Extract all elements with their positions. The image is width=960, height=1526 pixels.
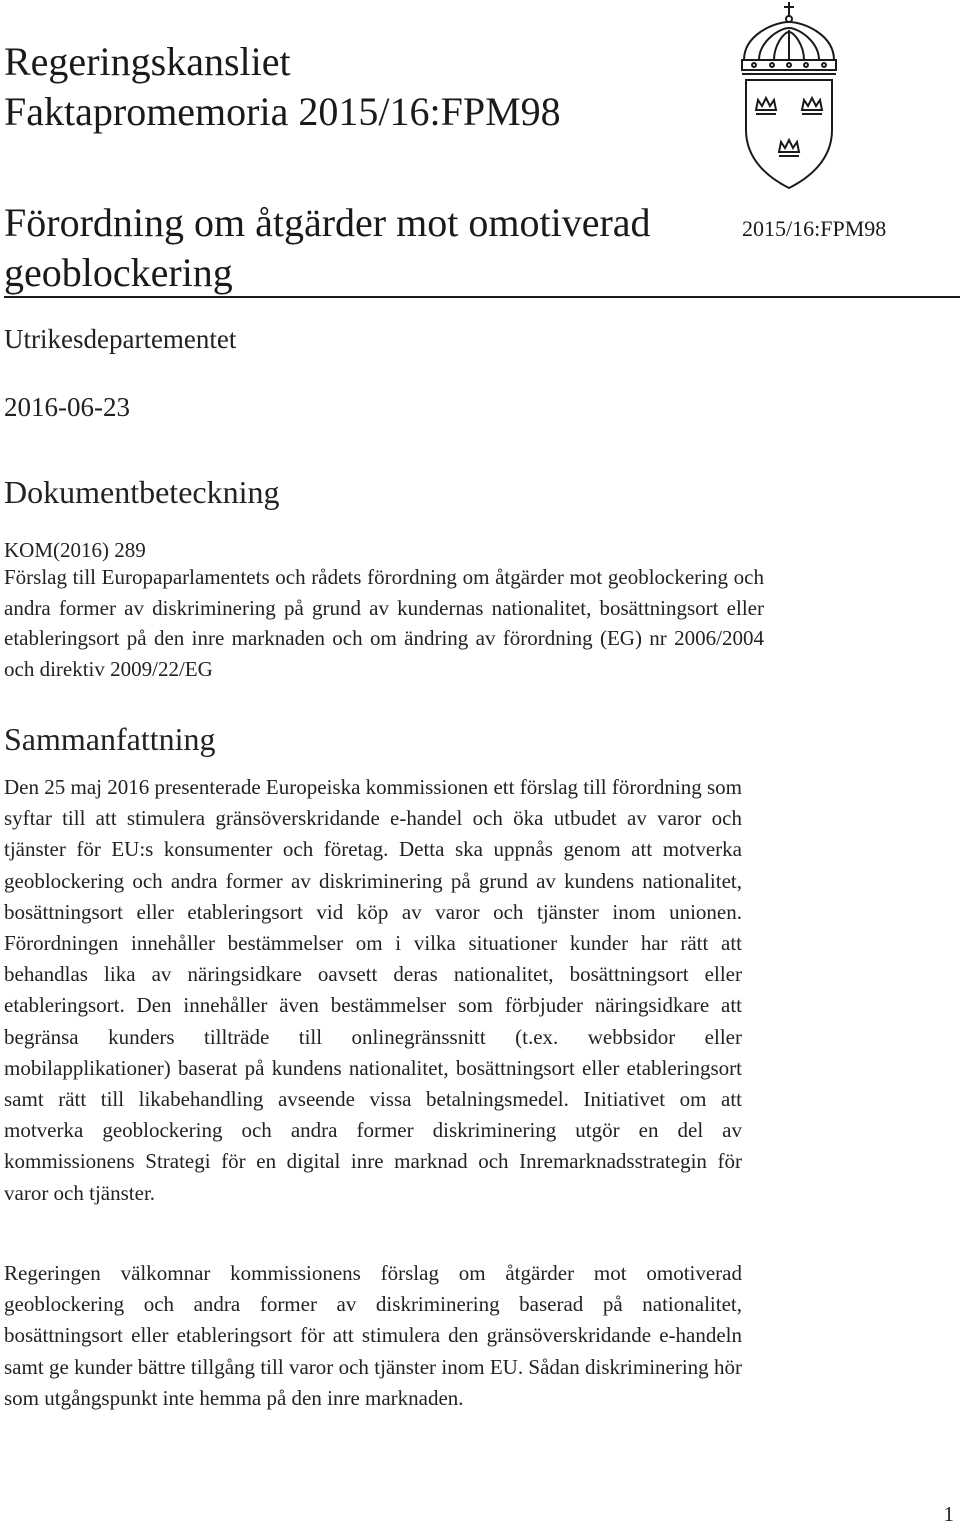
department: Utrikesdepartementet xyxy=(4,324,237,354)
organization-name: Regeringskansliet xyxy=(4,39,291,84)
summary-heading: Sammanfattning xyxy=(4,721,216,757)
summary-paragraph: Regeringen välkomnar kommissionens förslag om åtgärder mot omotiverad geoblockering och andra former av diskriminering baserad på nationalitet, bosättningsort eller etableringsort för att stimulera den gränsöverskridande e-handeln samt ge kunder bättre tillgång till varor och tjänster inom EU. Sådan diskriminering hör som utgångspunkt inte hemma på den inre marknaden. xyxy=(4,1261,742,1410)
designation-reference: KOM(2016) 289 xyxy=(4,538,146,562)
title-divider xyxy=(4,296,960,298)
document-number-heading: Faktapromemoria 2015/16:FPM98 xyxy=(4,89,561,134)
summary-paragraph: Den 25 maj 2016 presenterade Europeiska kommissionen ett förslag till förordning som syftar till att stimulera gränsöverskridande e-handel och öka utbudet av varor och tjänster för EU:s konsumenter och företag. Detta ska uppnås genom att motverka geoblockering och andra former av diskriminering på grund av kundens nationalitet, bosättningsort eller etableringsort vid köp av varor och tjänster inom unionen. Förordningen innehåller bestämmelser om i vilka situationer kunder har rätt att behandlas lika av näringsidkare oavsett deras nationalitet, bosättningsort eller etableringsort. Den innehåller även bestämmelser som förbjuder näringsidkare att begränsa kunders tillträde till onlinegränssnitt (t.ex. webbsidor eller mobilapplikationer) baserat på kundens nationalitet, bosättningsort eller etableringsort samt rätt till likabehandling avseende vissa betalningsmedel. Initiativet om att motverka geoblockering och andra former diskriminering utgör en del av kommissionens Strategi för en digital inre marknad och Inremarknadsstrategin för varor och tjänster. xyxy=(4,775,742,1205)
document-title: Förordning om åtgärder mot omotiverad geoblockering xyxy=(4,200,651,295)
swedish-coat-of-arms-icon xyxy=(734,0,844,192)
designation-heading: Dokumentbeteckning xyxy=(4,474,280,510)
designation-description: Förslag till Europaparlamentets och rådets förordning om åtgärder mot geoblockering och andra former av diskriminering på grund av kundernas nationalitet, bosättningsort eller etableringsort på den inre marknaden och om ändring av förordning (EG) nr 2006/2004 och direktiv 2009/22/EG xyxy=(4,565,764,681)
title-reference: 2015/16:FPM98 xyxy=(742,216,887,241)
document-date: 2016-06-23 xyxy=(4,392,130,422)
page-number: 1 xyxy=(943,1502,954,1526)
